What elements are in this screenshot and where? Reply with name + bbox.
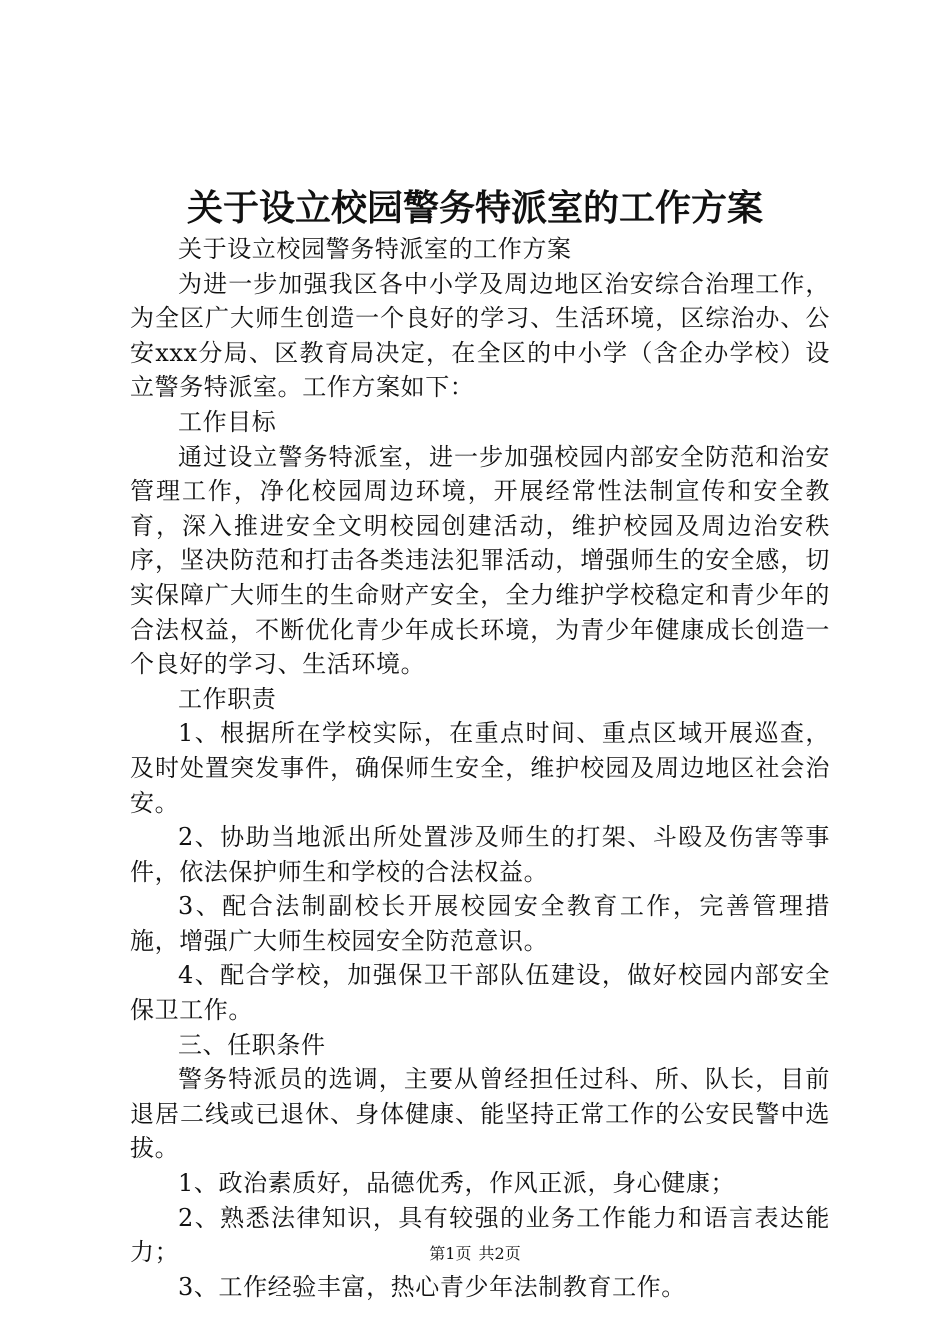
paragraph-intro: 为进一步加强我区各中小学及周边地区治安综合治理工作，为全区广大师生创造一个良好的学习、生活环境，区综治办、公安xxx分局、区教育局决定，在全区的中小学（含企办学校）设立警务特派室。工作方案如下：: [130, 269, 830, 402]
qualification-item-3: 3、工作经验丰富，热心青少年法制教育工作。: [178, 1272, 686, 1301]
section-heading-duties: 工作职责: [178, 684, 277, 713]
document-title: 关于设立校园警务特派室的工作方案: [186, 187, 763, 229]
qualification-item-2: 2、熟悉法律知识，具有较强的业务工作能力和语言表达能力；: [130, 1203, 830, 1267]
page-number: 第1页: [429, 1244, 472, 1263]
document-body: [130, 232, 830, 1304]
section-heading-qualifications: 三、任职条件: [178, 1030, 326, 1059]
duty-item-2: 2、协助当地派出所处置涉及师生的打架、斗殴及伤害等事件，依法保护师生和学校的合法权益。: [130, 823, 830, 886]
paragraph-selection: 警务特派员的选调，主要从曾经担任过科、所、队长，目前退居二线或已退休、身体健康、能坚持正常工作的公安民警中选拔。: [130, 1065, 830, 1163]
paragraph-goals: 通过设立警务特派室，进一步加强校园内部安全防范和治安管理工作，净化校园周边环境，开展经常性法制宣传和安全教育，深入推进安全文明校园创建活动，维护校园及周边治安秩序，坚决防范和打击各类违法犯罪活动，增强师生的安全感，切实保障广大师生的生命财产安全，全力维护学校稳定和青少年的合法权益，不断优化青少年成长环境，为青少年健康成长创造一个良好的学习、生活环境。: [130, 442, 830, 679]
page-footer: [0, 1243, 950, 1265]
page-total: 共2页: [478, 1244, 521, 1263]
duty-item-3: 3、配合法制副校长开展校园安全教育工作，完善管理措施，增强广大师生校园安全防范意识。: [130, 892, 830, 955]
qualification-item-1: 1、政治素质好，品德优秀，作风正派，身心健康；: [178, 1169, 736, 1198]
duty-item-1: 1、根据所在学校实际，在重点时间、重点区域开展巡查，及时处置突发事件，确保师生安全，维护校园及周边地区社会治安。: [130, 719, 830, 817]
section-heading-goals: 工作目标: [178, 407, 277, 436]
duty-item-4: 4、配合学校，加强保卫干部队伍建设，做好校园内部安全保卫工作。: [130, 961, 830, 1025]
paragraph-subtitle: 关于设立校园警务特派室的工作方案: [178, 235, 572, 263]
